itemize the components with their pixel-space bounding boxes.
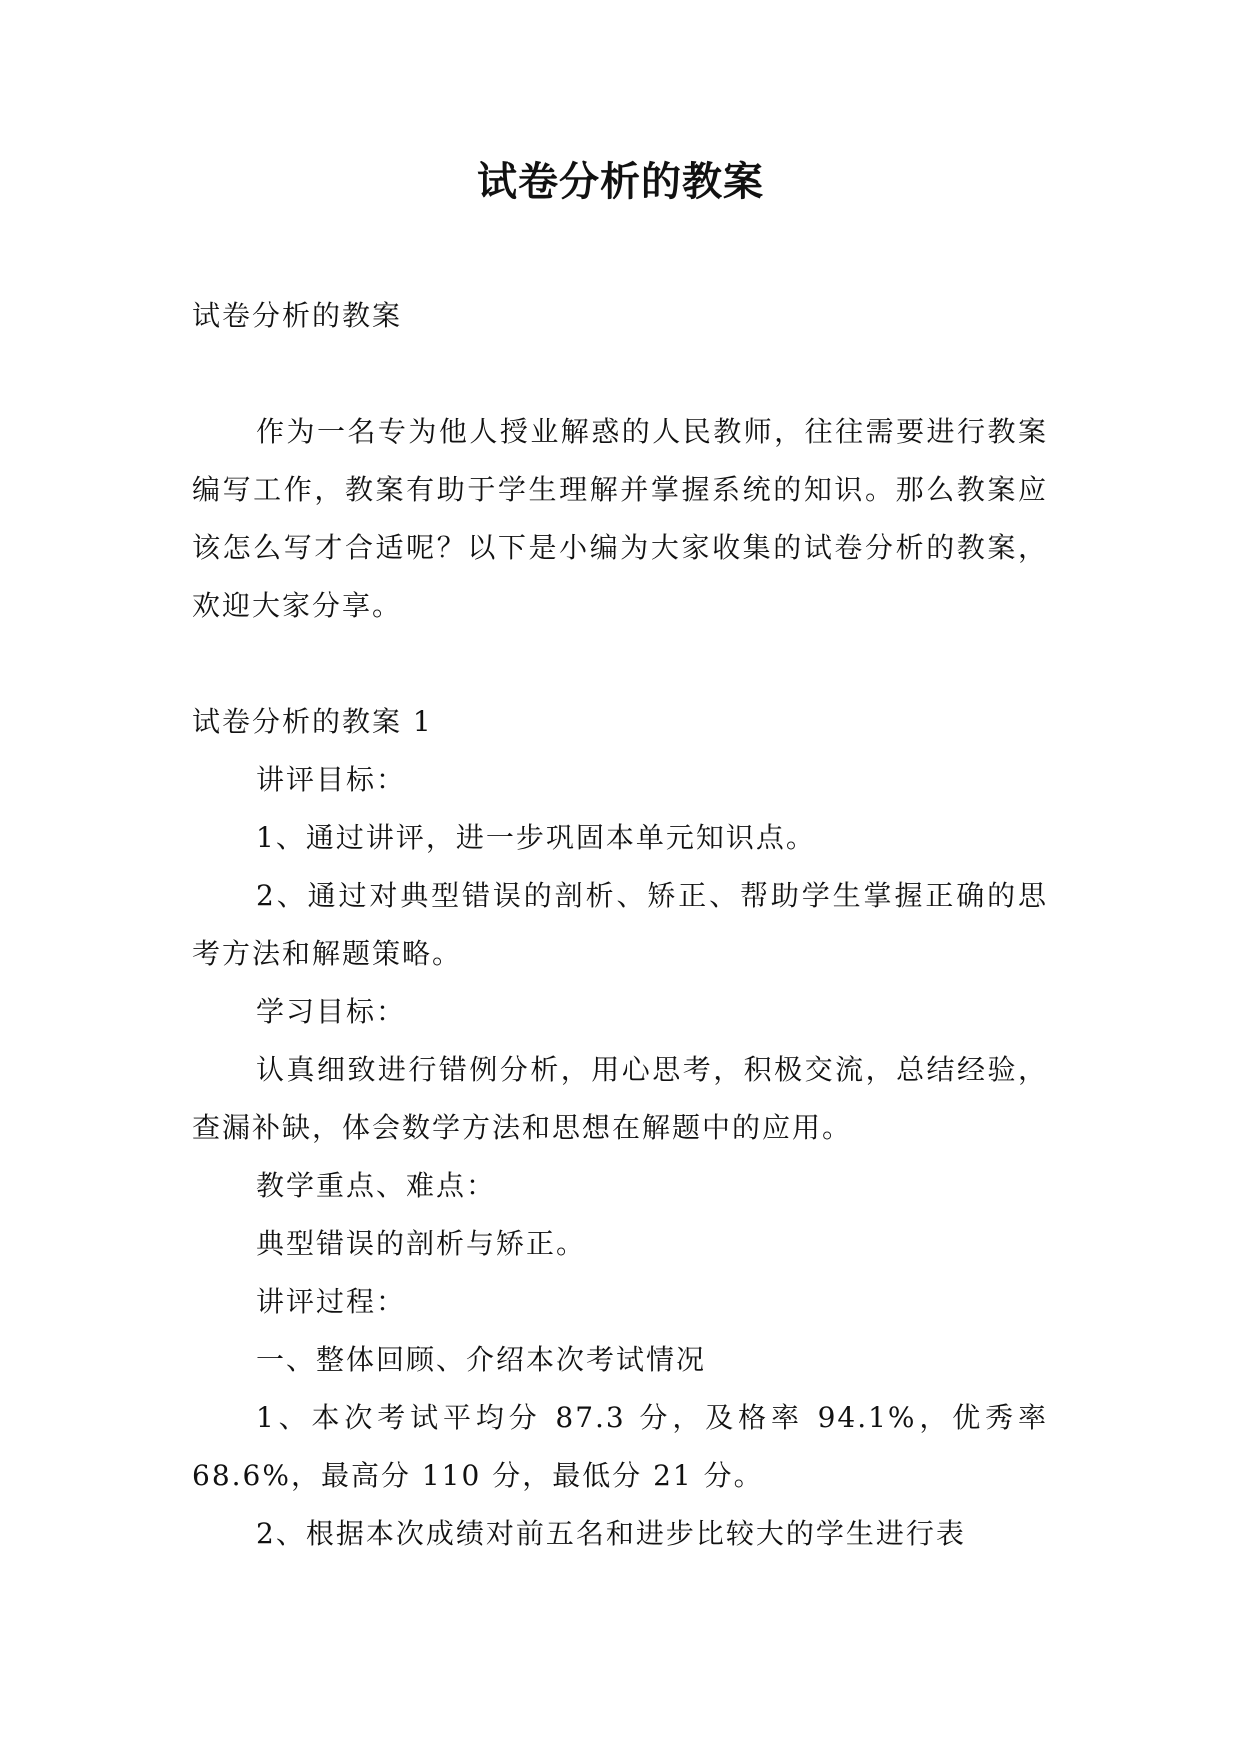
paragraph: 讲评过程： — [256, 1285, 407, 1318]
paragraph: 1、本次考试平均分 87.3 分，及格率 94.1%，优秀率 68.6%，最高分 110 分，最低分 21 分。 — [192, 1401, 1048, 1492]
paragraph: 一、整体回顾、介绍本次考试情况 — [256, 1343, 707, 1376]
paragraph: 讲评目标： — [256, 763, 407, 796]
paragraph: 认真细致进行错例分析，用心思考，积极交流，总结经验，查漏补缺，体会数学方法和思想在解题中的应用。 — [192, 1053, 1048, 1144]
paragraph: 1、通过讲评，进一步巩固本单元知识点。 — [256, 821, 816, 854]
section-heading: 试卷分析的教案 1 — [192, 705, 433, 738]
paragraph: 2、通过对典型错误的剖析、矫正、帮助学生掌握正确的思考方法和解题策略。 — [192, 879, 1048, 970]
paragraph: 2、根据本次成绩对前五名和进步比较大的学生进行表 — [256, 1517, 966, 1550]
paragraph: 教学重点、难点： — [256, 1169, 497, 1202]
document-subtitle: 试卷分析的教案 — [192, 299, 403, 332]
intro-paragraph: 作为一名专为他人授业解惑的人民教师，往往需要进行教案编写工作，教案有助于学生理解并掌握系统的知识。那么教案应该怎么写才合适呢？以下是小编为大家收集的试卷分析的教案，欢迎大家分享。 — [192, 415, 1048, 622]
paragraph: 学习目标： — [256, 995, 407, 1028]
paragraph: 典型错误的剖析与矫正。 — [256, 1227, 587, 1260]
document-title: 试卷分析的教案 — [477, 159, 764, 205]
document-body — [192, 287, 1048, 1563]
